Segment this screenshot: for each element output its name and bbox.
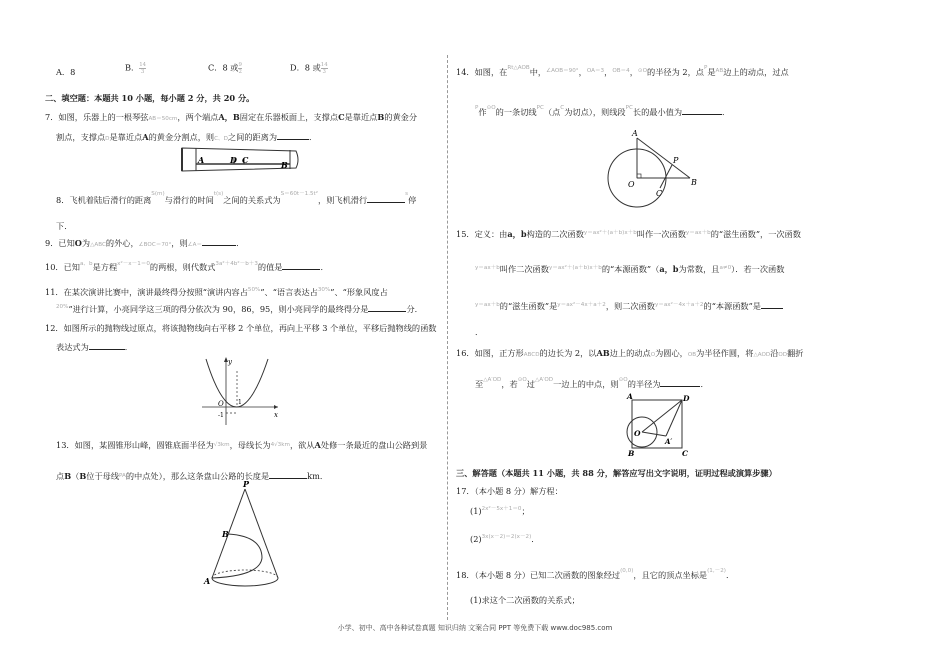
q7-label-b: B — [281, 160, 288, 170]
q13-text: （ — [71, 471, 80, 481]
q14-text: 是 — [707, 67, 716, 77]
q9-text: O — [74, 238, 82, 248]
q6-option-c — [208, 62, 242, 75]
q10-line — [45, 261, 329, 274]
q11-math-20: 20% — [56, 304, 69, 310]
q18-line — [456, 570, 734, 582]
q6-a-text: A．8 — [56, 67, 76, 77]
q14-math-oa: OA＝3 — [586, 68, 605, 74]
q8-math-unit: s — [405, 191, 409, 197]
q7-text: 是靠近点 — [344, 112, 378, 122]
q16-line2 — [475, 378, 709, 391]
q13-base-front — [212, 578, 278, 586]
q7-text: A，B — [218, 112, 240, 122]
q14-label-a: A — [632, 129, 638, 138]
q7-text: ． — [309, 132, 318, 142]
q16-segment-oa-prime — [642, 432, 666, 436]
q16-math-triangle: △AOD — [753, 352, 771, 358]
q15-text: 的“本源函数”是 — [703, 301, 761, 311]
q14-text: 中， — [529, 67, 547, 77]
q14-math-angle: ∠AOB＝90° — [546, 68, 579, 74]
q11-text: ”、“语言表达占 — [260, 287, 318, 297]
q9-text: 的外心， — [105, 238, 139, 248]
q15-text: ． — [475, 327, 484, 337]
q15-text: 的“滋生函数”是 — [499, 301, 558, 311]
q6-c-den: 2 — [238, 69, 242, 75]
q6-b-label: B． — [125, 62, 140, 73]
q14-math-ob: OB＝4 — [612, 68, 630, 74]
q16-text: 的边长为 2，以 — [539, 348, 597, 358]
q6-c-num: 9 — [238, 62, 242, 68]
q10-math-ab: a、b — [79, 261, 93, 267]
q13-text: B — [79, 471, 87, 481]
q11-text: 分． — [406, 304, 423, 314]
q14-math-ab: AB — [715, 68, 724, 74]
section2-title: 二、填空题：本题共 10 小题，每小题 2 分，共 20 分。 — [45, 93, 255, 103]
q15-line4 — [475, 327, 483, 337]
section3-title: 三、解答题（本题共 11 小题，共 88 分，解答应写出文字说明，证明过程或演算步骤） — [456, 468, 777, 478]
q16-text: 过 — [526, 379, 535, 389]
q9-text: ，则 — [171, 238, 188, 248]
q15-line2 — [475, 264, 784, 276]
q12-text: ． — [124, 342, 133, 352]
q7-math-d: D — [105, 136, 110, 142]
q11-math-30: 30% — [317, 287, 331, 293]
q14-label-b: B — [691, 178, 697, 187]
q11-line2 — [56, 303, 423, 316]
q11-answer-blank[interactable] — [368, 303, 406, 312]
q13-answer-blank[interactable] — [269, 470, 307, 479]
q10-text: 10．已知 — [45, 262, 80, 272]
q10-text: 的值是 — [257, 262, 283, 272]
q18-text: ，且它的顶点坐标是 — [633, 570, 708, 580]
q13-label-b: B — [222, 529, 229, 539]
q16-label-c: C — [682, 449, 688, 458]
q15-math-condition: a≠0 — [719, 265, 732, 271]
q14-math-c: C — [560, 105, 565, 111]
q16-text: 翻折 — [787, 348, 804, 358]
q6-d-fraction — [321, 62, 328, 75]
q16-segment-a-prime-d — [666, 400, 682, 436]
q9-text: ． — [236, 238, 245, 248]
q14-text: ， — [604, 67, 613, 77]
q14-segment-ab — [637, 138, 690, 178]
q7-text: 7．如图，乐器上的一根琴弦 — [45, 112, 149, 122]
q14-answer-blank[interactable] — [682, 106, 722, 115]
q18-sub1: (1)求这个二次函数的关系式； — [470, 595, 580, 605]
q14-text: ． — [722, 107, 731, 117]
q16-text: 的半径为 — [627, 379, 661, 389]
q12-label-one: 1 — [238, 399, 242, 406]
q7-line2 — [56, 131, 317, 144]
q14-math-triangle: Rt△AOB — [507, 65, 530, 71]
q16-math-od: OD — [778, 352, 788, 358]
q15-math-linear: y＝ax＋b — [475, 302, 500, 308]
q14-text: 的一条切线 — [495, 107, 537, 117]
q13-text: 点 — [56, 471, 65, 481]
q12-label-x: x — [274, 411, 278, 419]
q12-label-o: O — [218, 400, 224, 408]
page-footer: 小学、初中、高中各种试卷真题 知识归纳 文案合同 PPT 等免费下载 www.doc985.com — [337, 624, 613, 632]
q16-text: 为圆心， — [655, 348, 688, 358]
q10-text: ． — [320, 262, 329, 272]
q10-math-equation: x²－x－1＝0 — [117, 261, 150, 267]
q12-line2 — [56, 341, 133, 352]
q13-math-pa: PA — [119, 473, 126, 479]
q17-part1 — [470, 506, 530, 518]
q12-answer-blank[interactable] — [89, 341, 125, 350]
q11-text: ”进行计算，小亮同学这三项的得分依次为 90，86，95，则小亮同学的最终得分是 — [68, 304, 369, 314]
column-divider — [447, 55, 448, 620]
q16-text: 边上的动点 — [609, 348, 651, 358]
q16-text: 至 — [475, 379, 484, 389]
q17-text: ； — [521, 506, 530, 516]
q16-label-a: A — [627, 392, 633, 401]
q8-text: 停 — [408, 195, 417, 205]
q8-math-t: t(s) — [213, 191, 224, 197]
q17-title: 17．（本小题 8 分）解方程： — [456, 486, 563, 496]
q13-text: A — [314, 440, 321, 450]
q13-text: 处修一条最近的盘山公路到景 — [320, 440, 428, 450]
q8-text: 与滑行的时间 — [164, 195, 214, 205]
q16-math-triangle-prime: △A′OD — [535, 377, 554, 383]
q15-text: 的“本源函数”（ — [601, 264, 660, 274]
q7-text: A — [142, 132, 149, 142]
q11-math-50: 50% — [247, 287, 261, 293]
q13-road-path — [212, 534, 262, 578]
q10-math-expression: 3a²＋4b²－b＋3 — [215, 261, 258, 267]
q15-text: ，则二次函数 — [605, 301, 655, 311]
q7-text: 是靠近点 — [109, 132, 143, 142]
q15-text: 构造的二次函数 — [526, 229, 584, 239]
q14-text: 长的最小值为 — [632, 107, 683, 117]
q13-base-back — [212, 570, 278, 578]
q16-text: 一边上的中点，则 — [553, 379, 619, 389]
q6-d-num: 14 — [320, 62, 328, 68]
q15-text: a，b — [507, 229, 527, 239]
q15-math-quadratic: y＝ax²＋(a＋b)x＋b — [583, 230, 637, 236]
q7-answer-blank[interactable] — [277, 131, 309, 140]
q14-text: 14．如图，在 — [456, 67, 508, 77]
q7-text: 割点，支撑点 — [56, 132, 106, 142]
q16-label-b: B — [628, 449, 635, 458]
q13-text: 13．如图，某圆锥形山峰，圆锥底面半径为 — [56, 440, 214, 450]
q14-line1 — [456, 67, 789, 79]
q7-instrument-figure — [178, 144, 302, 174]
q17-math-eq2: 3x(x－2)＝2(x－2) — [481, 534, 532, 540]
q14-tangent-pc — [660, 165, 672, 188]
q16-math-circle: ⊙O — [618, 377, 628, 383]
q16-math-circle: ⊙O — [517, 377, 527, 383]
q16-math-square: ABCD — [523, 352, 540, 358]
q7-label-c: C — [242, 155, 249, 165]
q7-math-cd: C、D — [214, 136, 228, 142]
q8-line1 — [56, 191, 417, 207]
q16-square-abcd — [632, 400, 682, 448]
q11-line1 — [45, 287, 388, 299]
q12-x-arrow — [274, 405, 278, 409]
q15-text: 15．定义：由 — [456, 229, 508, 239]
q15-text: ）．若一次函数 — [731, 264, 785, 274]
q16-label-a-prime: A′ — [665, 437, 673, 446]
q17-part2 — [470, 534, 540, 546]
q14-math-p: P — [703, 65, 708, 71]
q9-math-angle: ∠BOC＝70° — [138, 242, 172, 248]
q9-text: 为 — [81, 238, 91, 248]
q8-text: ，则飞机滑行 — [318, 195, 368, 205]
q9-answer-blank[interactable] — [202, 237, 236, 246]
q15-text: 为常数，且 — [678, 264, 720, 274]
q6-d-den: 3 — [322, 69, 326, 75]
q7-label-a: A — [198, 155, 205, 165]
q6-c-fraction — [238, 62, 241, 75]
q13-text: B — [64, 471, 72, 481]
q14-math-pc: PC — [536, 105, 544, 111]
q13-line1 — [56, 440, 427, 452]
q16-answer-blank[interactable] — [660, 378, 700, 387]
q15-math-given-quadratic: y＝ax²－4x＋a＋2 — [654, 302, 704, 308]
q16-text: 为半径作圆，将 — [696, 348, 754, 358]
q14-text: 的半径为 2，点 — [647, 67, 704, 77]
q13-label-a: A — [204, 576, 211, 586]
q17-text: ． — [531, 534, 540, 544]
q7-text: 的黄金分割点，则 — [148, 132, 215, 142]
q6-option-d — [290, 62, 328, 75]
q14-label-p: P — [673, 156, 679, 165]
q14-text: 作 — [478, 107, 487, 117]
q11-text: 11．在某次演讲比赛中，演讲最终得分按照“演讲内容占 — [45, 287, 248, 297]
q12-label-neg1: -1 — [218, 412, 224, 419]
q13-text: ，欲从 — [289, 440, 315, 450]
q13-math-radius: √3km — [213, 442, 230, 448]
q17-text: (1) — [470, 506, 482, 516]
q15-text: a，b — [659, 264, 679, 274]
q12-parabola-figure — [198, 355, 282, 427]
q7-text: 固定在乐器板面上，支撑点 — [239, 112, 339, 122]
q6-d-label: D．8 或 — [290, 62, 321, 73]
q14-text: ， — [629, 67, 638, 77]
q15-math-quadratic: y＝ax²＋(a＋b)x＋b — [548, 265, 602, 271]
q15-text: 叫作二次函数 — [499, 264, 549, 274]
q6-option-a — [56, 67, 75, 77]
q13-text: 位于母线 — [86, 471, 120, 481]
q16-label-o: O — [634, 429, 641, 438]
q14-right-angle-mark — [637, 174, 641, 178]
q18-math-vertex: (1,－2) — [707, 568, 726, 574]
q8-text: 8．飞机着陆后滑行的距离 — [56, 195, 152, 205]
q18-text: 18．（本小题 8 分）已知二次函数的图象经过 — [456, 570, 621, 580]
q15-math-linear: y＝ax＋b — [475, 265, 500, 271]
q15-math-linear: y＝ax＋b — [685, 230, 711, 236]
q15-line1 — [456, 229, 801, 241]
q8-math-formula: S＝60t－1.5t² — [280, 191, 318, 197]
q10-text: 的两根，则代数式 — [149, 262, 216, 272]
q14-math-circle: ⊙O — [486, 105, 496, 111]
q15-line3 — [475, 300, 783, 313]
q8-text: 之间的关系式为 — [223, 195, 281, 205]
q8-line2 — [56, 221, 72, 231]
q14-math-p: P — [475, 105, 479, 111]
q14-math-pc: PC — [625, 105, 633, 111]
q18-text: ． — [725, 570, 735, 580]
q13-text: ，母线长为 — [229, 440, 271, 450]
q15-math-given-quadratic: y＝ax²－4x＋a＋2 — [557, 302, 606, 308]
q14-circle-figure — [602, 128, 702, 208]
q16-math-o: O — [650, 352, 656, 358]
q12-text: 12．如图所示的抛物线过原点，将该抛物线向右平移 2 个单位，再向上平移 3 个单位，平移后抛物线的函数 — [45, 323, 437, 333]
q14-text: ， — [578, 67, 587, 77]
q14-label-c: C — [656, 189, 663, 198]
q16-line1 — [456, 348, 804, 360]
q16-square-figure — [622, 392, 692, 458]
q7-text: B — [377, 112, 385, 122]
q9-math-angle-a: ∠A＝ — [187, 242, 203, 248]
q9-line — [45, 237, 244, 250]
q17-text: (2) — [470, 534, 482, 544]
q10-text: 是方程 — [92, 262, 118, 272]
q9-math-triangle: △ABC — [90, 242, 106, 248]
q16-text: AB — [596, 348, 610, 358]
q14-label-o: O — [628, 180, 635, 189]
q7-line1 — [45, 112, 417, 124]
q7-text: C — [338, 112, 345, 122]
q13-cone-right-edge — [245, 489, 278, 578]
q7-text: 之间的距离为 — [227, 132, 278, 142]
q6-c-label: C．8 或 — [208, 62, 239, 73]
q12-text: 表达式为 — [56, 342, 89, 352]
q6-b-num: 14 — [139, 62, 147, 68]
q13-text: 的中点处），那么这条盘山公路的长度是 — [125, 471, 270, 481]
q14-text: 边上的动点，过点 — [723, 67, 789, 77]
q15-answer-blank[interactable] — [761, 300, 783, 309]
q16-text: ． — [700, 379, 709, 389]
q13-math-slant: 4√3km — [270, 442, 290, 448]
q8-math-s: S(m) — [151, 191, 165, 197]
q13-cone-figure — [200, 480, 286, 590]
q12-line1 — [45, 323, 437, 333]
q13-label-p: P — [243, 480, 250, 489]
q14-math-circle: ⊙O — [637, 68, 648, 74]
q15-text: 叫作一次函数 — [636, 229, 686, 239]
q7-math-ab: AB＝50cm — [148, 116, 178, 122]
q13-line2 — [56, 470, 328, 483]
q6-b-den: 3 — [140, 69, 145, 75]
q16-segment-od — [642, 400, 682, 432]
q17-math-eq1: 2x²－5x＋1＝0 — [481, 506, 522, 512]
q7-label-d: D — [230, 155, 237, 165]
q12-label-y: y — [228, 358, 232, 366]
q11-text: ”、“形象风度占 — [330, 287, 388, 297]
q16-label-d: D — [683, 394, 690, 403]
q6-b-fraction — [139, 62, 146, 75]
q13-text: km． — [307, 471, 329, 481]
q14-text: （点 — [543, 107, 561, 117]
q10-answer-blank[interactable] — [282, 261, 320, 270]
q16-math-ob: OB — [687, 352, 697, 358]
q15-text: 的“滋生函数”，一次函数 — [710, 229, 801, 239]
q7-text: ，两个端点 — [177, 112, 219, 122]
q8-answer-blank[interactable] — [367, 194, 405, 203]
q16-math-triangle-prime: △A′OD — [483, 377, 502, 383]
q9-text: 9．已知 — [45, 238, 75, 248]
q14-line2 — [475, 106, 730, 119]
q16-text: 16．如图，正方形 — [456, 348, 524, 358]
q8-text: 下． — [56, 221, 73, 231]
q16-text: 沿 — [770, 348, 779, 358]
q16-text: ，若 — [501, 379, 518, 389]
q6-option-b — [125, 62, 146, 75]
q7-text: 的黄金分 — [384, 112, 418, 122]
q18-math-point: (0,0) — [620, 568, 634, 574]
q14-text: 为切点），则线段 — [564, 107, 626, 117]
